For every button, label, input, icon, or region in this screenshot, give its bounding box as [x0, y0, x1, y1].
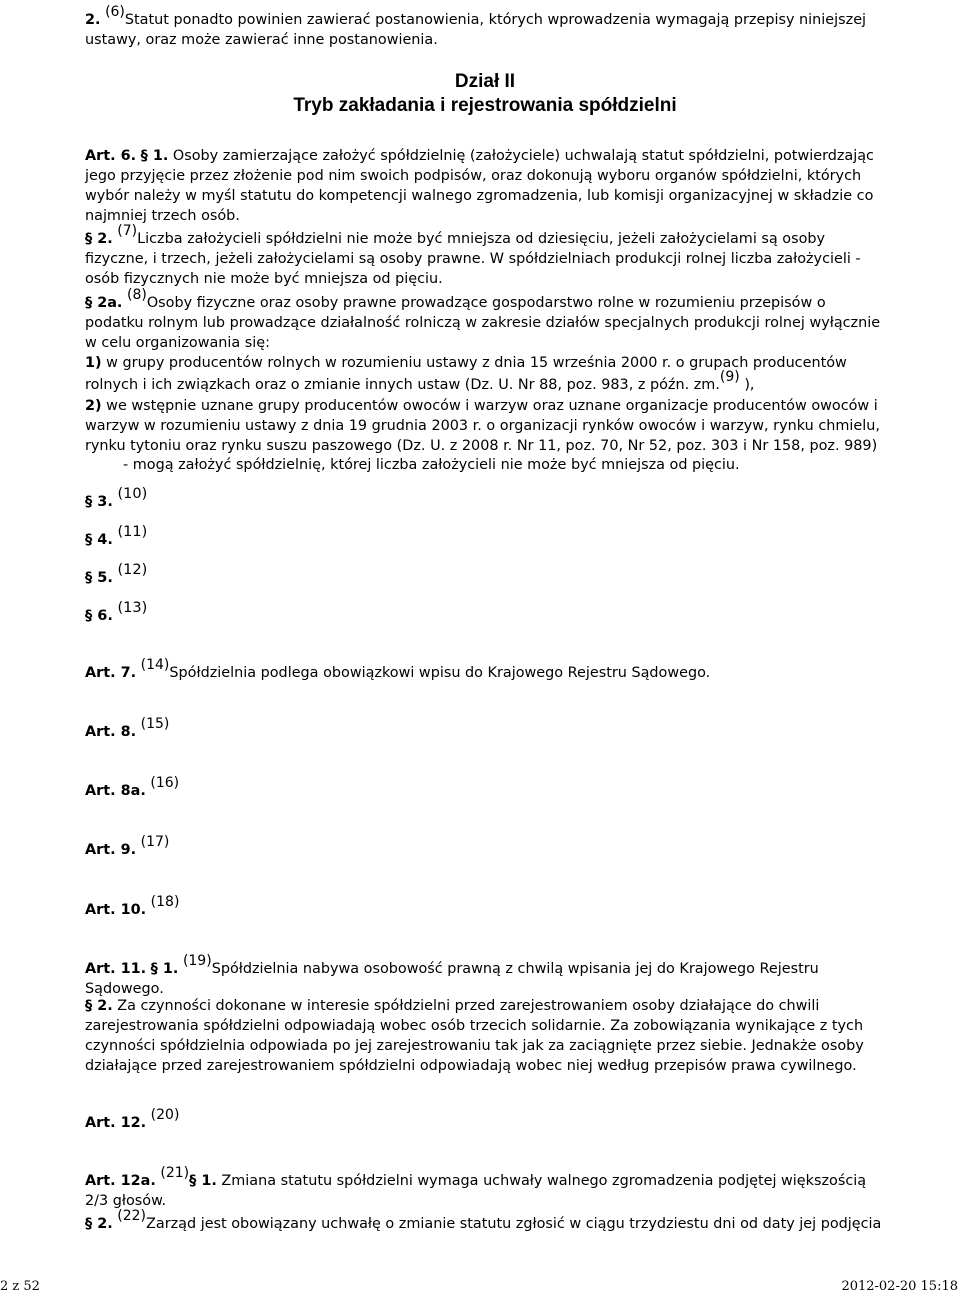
section-number: § 2.: [85, 1216, 113, 1232]
footnote-ref: (15): [140, 716, 170, 732]
section-number: § 1.: [140, 148, 169, 164]
section-text: Osoby fizyczne oraz osoby prawne prowadzące gospodarstwo rolne w rozumieniu przepisów o podatku rolnym lub prowadzące działalność rolniczą w zakresie działów specjalnych produkcji rolnej wyłącznie w celu organizowania się:: [85, 295, 881, 351]
article-6-section-2: [85, 223, 885, 289]
footnote-ref: (19): [182, 953, 212, 969]
article-number: Art. 9.: [85, 842, 137, 858]
paragraph-6-2: [85, 4, 885, 50]
footnote-ref: (9): [719, 369, 740, 385]
section-text: Liczba założycieli spółdzielni nie może być mniejsza od dziesięciu, jeżeli założycielami są osoby fizyczne, i trzech, jeżeli założycielami są osoby prawne. W spółdzielniach produkcji rolnej liczba założycieli - osób fizycznych nie może być mniejsza od pięciu.: [85, 231, 861, 287]
footnote-ref: (11): [117, 524, 148, 540]
section-number: § 4.: [85, 532, 113, 548]
section-text: Osoby zamierzające założyć spółdzielnię (założyciele) uchwalają statut spółdzielni, potwierdzając jego przyjęcie przez złożenie pod nim swoich podpisów, oraz dokonują wyboru organów spółdzielni, których wybór należy w myśl statutu do kompetencji walnego zgromadzenia, lub komisji organizacyjnej w składzie co najmniej trzech osób.: [85, 148, 874, 224]
section-number: § 5.: [85, 570, 113, 586]
article-12a-section-1: [85, 1165, 885, 1211]
item-text: w grupy producentów rolnych w rozumieniu ustawy z dnia 15 września 2000 r. o grupach producentów rolnych i ich związkach oraz o zmianie innych ustaw (Dz. U. Nr 88, poz. 983, z późn. zm.: [85, 355, 847, 393]
section-text: Zarząd jest obowiązany uchwałę o zmianie statutu zgłosić w ciągu trzydziestu dni od daty jej podjęcia: [146, 1216, 882, 1232]
article-number: Art. 12.: [85, 1115, 147, 1131]
article-10: [85, 894, 180, 920]
footnote-ref: (7): [117, 223, 138, 239]
page-counter: 2 z 52: [0, 1279, 40, 1294]
article-8a: [85, 775, 180, 801]
chapter-heading: [0, 70, 960, 118]
article-text: Spółdzielnia podlega obowiązkowi wpisu do Krajowego Rejestru Sądowego.: [169, 665, 711, 681]
chapter-number: Dział II: [454, 71, 516, 92]
section-number: § 2.: [85, 998, 113, 1014]
footnote-ref: (13): [117, 600, 148, 616]
article-6-section-4: [85, 524, 148, 550]
article-number: Art. 12a.: [85, 1173, 156, 1189]
footnote-ref: (6): [105, 4, 125, 20]
list-item-1: [85, 352, 885, 396]
section-text: Za czynności dokonane w interesie spółdzielni przed zarejestrowaniem osoby działające do chwili zarejestrowania spółdzielni odpowiadają wobec osób trzecich solidarnie. Za zobowiązania wynikające z tych czynności spółdzielnia odpowiada po jej zarejestrowaniu tak jak za zaciągnięte przez siebie. Jednakże osoby działające przed zarejestrowaniem spółdzielni odpowiadają wobec niej według przepisów prawa cywilnego.: [85, 998, 864, 1074]
article-12a-section-2: [85, 1208, 885, 1234]
article-6-section-6: [85, 600, 148, 626]
closing-clause: - mogą założyć spółdzielnię, której liczba założycieli nie może być mniejsza od pięciu.: [123, 457, 740, 473]
article-9: [85, 834, 170, 860]
article-6-section-2a: [85, 287, 885, 353]
article-6-section-5: [85, 562, 148, 588]
section-number: § 1.: [150, 961, 179, 977]
footnote-ref: (22): [117, 1208, 147, 1224]
article-number: Art. 8a.: [85, 783, 146, 799]
item-text: we wstępnie uznane grupy producentów owoców i warzyw oraz uznane organizacje producentów owoców i warzyw w rozumieniu ustawy z dnia 19 grudnia 2003 r. o organizacji rynków owoców i warzyw, rynku chmielu, rynku tytoniu oraz rynku suszu paszowego (Dz. U. z 2008 r. Nr 11, poz. 70, Nr 52, poz. 303 i Nr 158, poz. 989): [85, 398, 880, 454]
article-7: [85, 657, 885, 683]
item-number: 2): [85, 398, 102, 414]
item-number: 1): [85, 355, 102, 371]
section-number: § 2a.: [85, 295, 123, 311]
footnote-ref: (8): [126, 287, 147, 303]
item-text-end: ),: [744, 377, 755, 393]
footnote-ref: (14): [140, 657, 170, 673]
footnote-ref: (20): [150, 1107, 180, 1123]
article-6-section-3: [85, 486, 148, 512]
article-8: [85, 716, 170, 742]
footnote-ref: (17): [140, 834, 170, 850]
list-item-2: [85, 396, 885, 456]
section-number: § 1.: [189, 1173, 217, 1189]
article-11-section-1: [85, 953, 885, 999]
article-number: Art. 8.: [85, 724, 137, 740]
section-number: § 6.: [85, 608, 113, 624]
print-timestamp: 2012-02-20 15:18: [841, 1279, 958, 1294]
section-text: Zmiana statutu spółdzielni wymaga uchwały walnego zgromadzenia podjętej większością 2/3 głosów.: [85, 1173, 867, 1209]
article-11-section-2: [85, 996, 885, 1076]
footnote-ref: (10): [117, 486, 148, 502]
footnote-ref: (16): [150, 775, 180, 791]
section-text: Spółdzielnia nabywa osobowość prawną z chwilą wpisania jej do Krajowego Rejestru Sądowego.: [85, 961, 819, 997]
article-number: Art. 6.: [85, 148, 137, 164]
article-number: Art. 11.: [85, 961, 147, 977]
paragraph-text: Statut ponadto powinien zawierać postanowienia, których wprowadzenia wymagają przepisy niniejszej ustawy, oraz może zawierać inne postanowienia.: [85, 12, 867, 48]
article-6-section-1: [85, 146, 885, 226]
section-number: 2.: [85, 12, 101, 28]
article-number: Art. 7.: [85, 665, 137, 681]
article-12: [85, 1107, 180, 1133]
footnote-ref: (18): [150, 894, 180, 910]
article-number: Art. 10.: [85, 902, 147, 918]
section-number: § 2.: [85, 231, 113, 247]
section-number: § 3.: [85, 494, 113, 510]
footnote-ref: (12): [117, 562, 148, 578]
chapter-title: Tryb zakładania i rejestrowania spółdzielni: [293, 95, 677, 116]
footnote-ref: (21): [160, 1165, 190, 1181]
